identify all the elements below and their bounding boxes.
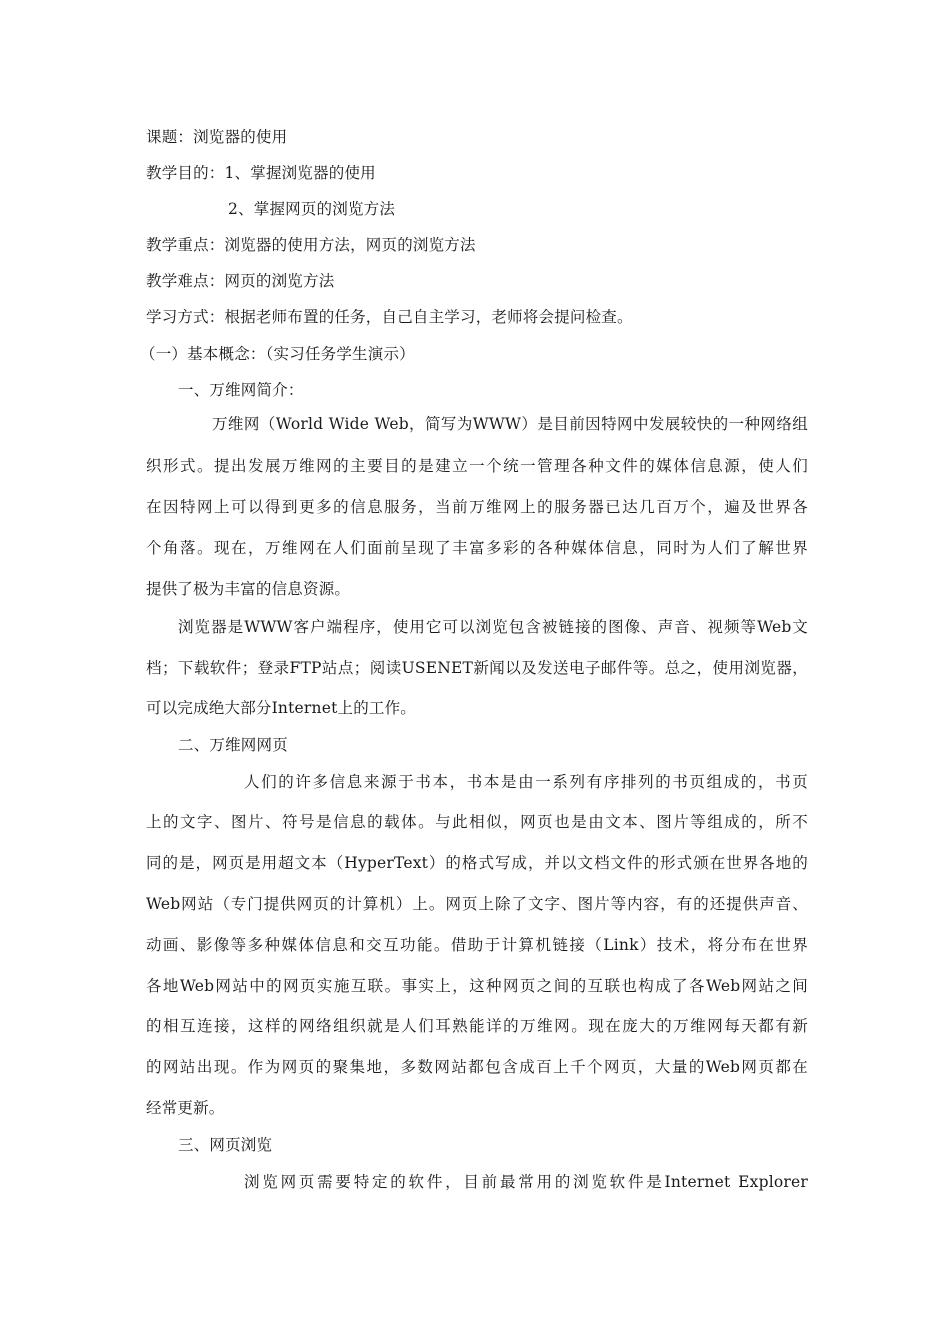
www-intro-line-3: 在因特网上可以得到更多的信息服务，当前万维网上的服务器已达几百万个，遍及世界各 [146,498,808,516]
browser-desc-line-1: 浏览器是WWW客户端程序，使用它可以浏览包含被链接的图像、声音、视频等Web文 [178,618,808,636]
page-browsing-line-1: 浏览网页需要特定的软件，目前最常用的浏览软件是Internet Explorer [244,1173,808,1191]
www-pages-line-4: Web网站（专门提供网页的计算机）上。网页上除了文字、图片等内容，有的还提供声音、 [146,895,808,913]
lesson-topic: 课题：浏览器的使用 [146,128,288,146]
www-pages-line-2: 上的文字、图片、符号是信息的载体。与此相似，网页也是由文本、图片等组成的，所不 [146,813,808,831]
section-basic-concepts: （一）基本概念：（实习任务学生演示） [140,345,415,363]
browser-desc-line-2: 档；下载软件；登录FTP站点；阅读USENET新闻以及发送电子邮件等。总之，使用浏览器， [146,659,808,677]
teaching-goal-1: 教学目的：1、掌握浏览器的使用 [146,164,376,182]
www-pages-line-3: 同的是，网页是用超文本（HyperText）的格式写成，并以文档文件的形式颁在世界各地的 [146,854,808,872]
www-pages-line-1: 人们的许多信息来源于书本，书本是由一系列有序排列的书页组成的，书页 [244,773,808,791]
teaching-difficulties: 教学难点：网页的浏览方法 [146,272,335,290]
browser-desc-line-3: 可以完成绝大部分Internet上的工作。 [146,699,417,717]
learning-method: 学习方式：根据老师布置的任务，自己自主学习，老师将会提问检查。 [146,308,633,326]
www-intro-line-1: 万维网（World Wide Web，简写为WWW）是目前因特网中发展较快的一种网络组 [212,415,808,433]
www-pages-line-9: 经常更新。 [146,1099,225,1117]
teaching-goal-2: 2、掌握网页的浏览方法 [228,200,396,218]
subheading-www-pages: 二、万维网网页 [178,736,288,754]
www-pages-line-8: 的网站出现。作为网页的聚集地，多数网站都包含成百上千个网页，大量的Web网页都在 [146,1058,808,1076]
subheading-page-browsing: 三、网页浏览 [178,1136,273,1154]
www-intro-line-2: 织形式。提出发展万维网的主要目的是建立一个统一管理各种文件的媒体信息源，使人们 [146,457,808,475]
teaching-key-points: 教学重点：浏览器的使用方法，网页的浏览方法 [146,236,476,254]
www-intro-line-4: 个角落。现在，万维网在人们面前呈现了丰富多彩的各种媒体信息，同时为人们了解世界 [146,539,808,557]
subheading-www-intro: 一、万维网简介： [178,381,304,399]
www-pages-line-6: 各地Web网站中的网页实施互联。事实上，这种网页之间的互联也构成了各Web网站之间 [146,977,808,995]
www-pages-line-7: 的相互连接，这样的网络组织就是人们耳熟能详的万维网。现在庞大的万维网每天都有新 [146,1017,808,1035]
www-intro-line-5: 提供了极为丰富的信息资源。 [146,580,351,598]
www-pages-line-5: 动画、影像等多种媒体信息和交互功能。借助于计算机链接（Link）技术，将分布在世界 [146,936,808,954]
